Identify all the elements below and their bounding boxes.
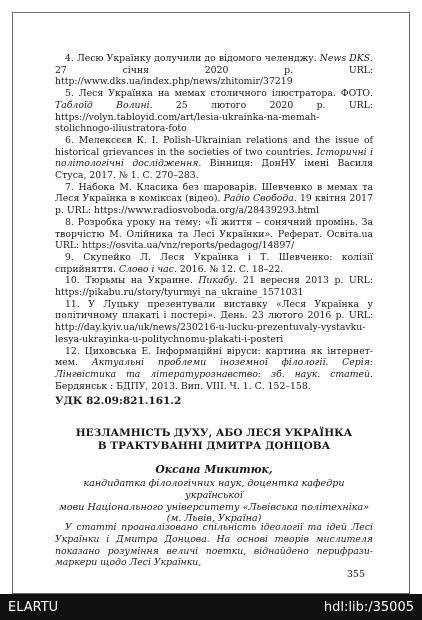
repository-name: ELARTU bbox=[8, 600, 59, 615]
affiliation-line: мови Національного університету «Львівська політехніка» bbox=[58, 501, 370, 513]
article-title-line: НЕЗЛАМНІСТЬ ДУХУ, АБО ЛЕСЯ УКРАЇНКА bbox=[75, 427, 353, 439]
article-title-line: В ТРАКТУВАННІ ДМИТРА ДОНЦОВА bbox=[97, 440, 331, 452]
document-page bbox=[12, 12, 410, 594]
udk-code: УДК 82.09:821.161.2 bbox=[55, 395, 182, 407]
abstract-text: У статті проаналізовано спільність ідеології та ідей Лесі Українки і Дмитра Донцова. На основі творів мислителя показано розуміння величі поетки, віднайдено перифрази-маркери щодо Лесі Українки, bbox=[55, 522, 373, 569]
reference-item: 8. Розробка уроку на тему: «Її життя – сонячний промінь. За творчістю М. Олійника та Лесі Українки». Реферат. Освіта.ua URL: https://osvita.ua/vnz/reports/pedagog/14897/ bbox=[55, 216, 373, 252]
reference-item: 11. У Луцьку презентували виставку «Леся Українка у політичному плакаті і постері». День. 23 лютого 2016 р. URL: http://day.kyiv.ua/uk/news/230216-u-lucku-prezentuvaly-vystavku-lesya-ukrayinka-u-politychnomu-plakati-i-posteri bbox=[55, 298, 373, 345]
reference-item: 12. Циховська Е. Інформаційні віруси: картина як інтернет-мем. Актуальні проблеми іноземної філології. Серія: Лінгвістика та літературознавство: зб. наук. статей. Бердянськ : БДПУ, 2013. Вип. VIII. Ч. 1. С. 152–158. bbox=[55, 345, 373, 392]
affiliation-line: кандидатка філологічних наук, доцентка кафедри української bbox=[83, 478, 345, 501]
reference-item: 10. Тюрьмы на Украине. Пикабу. 21 вересня 2013 р. URL: https://pikabu.ru/story/tyurmyi_na_ukraine_1571031 bbox=[55, 275, 373, 299]
reference-item: 9. Скупейко Л. Леся Українка і Т. Шевченко: колізії сприйняття. Слово і час. 2016. № 12. С. 18–22. bbox=[55, 251, 373, 275]
article-title bbox=[55, 427, 373, 453]
reference-list bbox=[55, 53, 373, 392]
viewer-footer-bar bbox=[0, 594, 422, 620]
affiliation-line: (м. Львів, Україна) bbox=[166, 513, 262, 525]
reference-item: 5. Леся Українка на мемах столичного ілюстратора. ФОТО. Таблоїд Волині. 25 лютого 2020 р. URL: https://volyn.tabloyid.com/art/lesia-ukrainka-na-memah-stolichnogo-iliustratora-foto bbox=[55, 88, 373, 135]
reference-item: 4. Лесю Українку долучили до відомого челенджу. News DKS. 27 січня 2020 р. URL: http://www.dks.ua/index.php/news/zhitomir/37219 bbox=[55, 53, 373, 88]
reference-item: 6. Мелексєєв К. І. Polish-Ukrainian relations and the issue of historical grievances in the societies of two countries. Історичні і політологічні дослідження. Вінниця: ДонНУ імені Василя Стуса, 2017. № 1. С. 270–283. bbox=[55, 134, 374, 182]
reference-item: 7. Набока М. Класика без шароварів. Шевченко в мемах та Леся Українка в коміксах (відео). Радіо Свобода. 19 квітня 2017 р. URL: https://www.radiosvoboda.org/a/28439293.html bbox=[55, 181, 373, 217]
page-number: 355 bbox=[346, 569, 365, 580]
author-name: Оксана Микитюк, bbox=[155, 463, 273, 476]
handle-id: hdl:lib:/35005 bbox=[323, 600, 414, 615]
author-affiliation bbox=[55, 478, 373, 525]
